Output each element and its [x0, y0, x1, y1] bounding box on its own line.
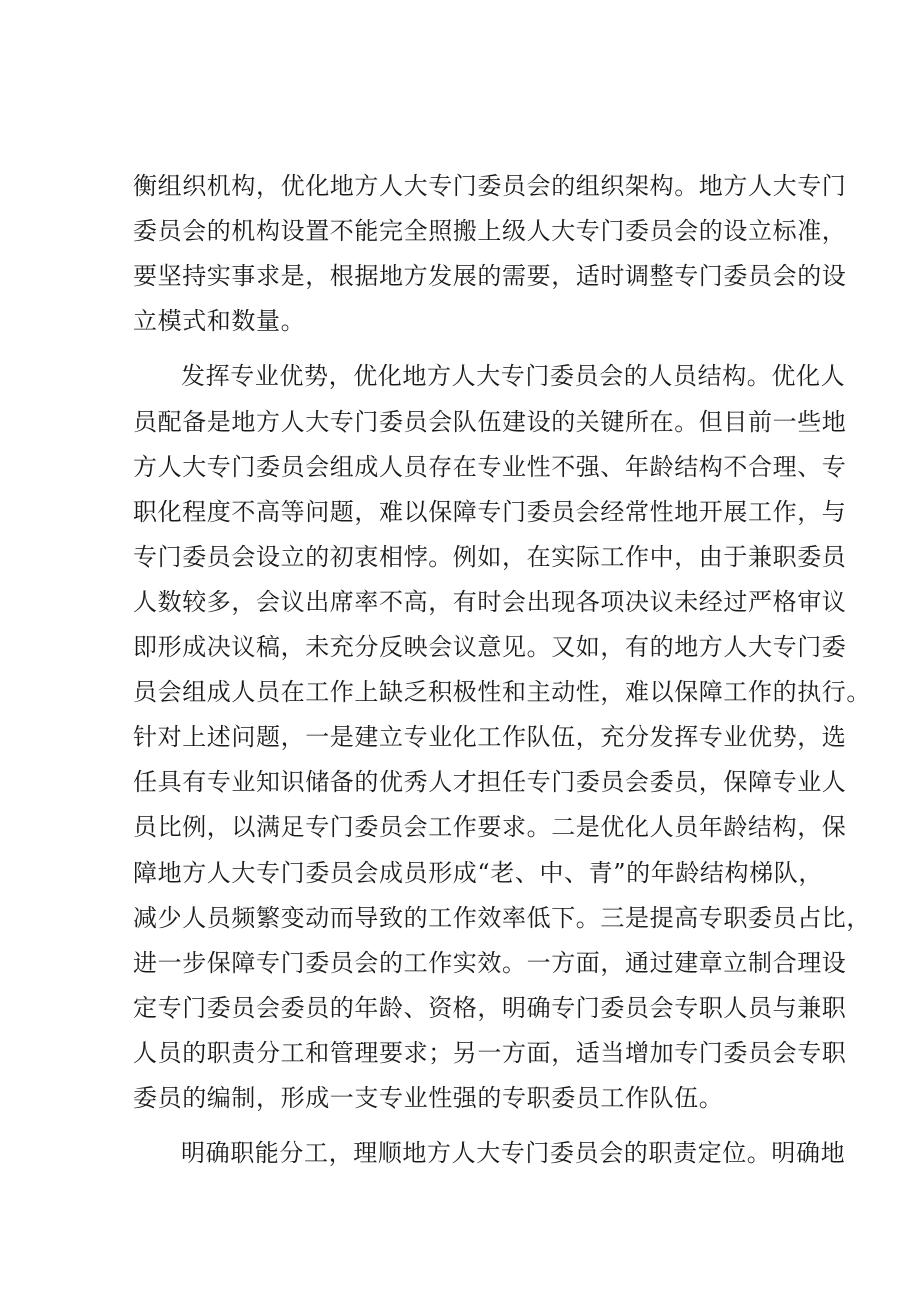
text-line: 职化程度不高等问题，难以保障专门委员会经常性地开展工作，与 — [133, 498, 847, 526]
text-line: 减少人员频繁变动而导致的工作效率低下。三是提高专职委员占比， — [133, 904, 871, 932]
text-line: 员配备是地方人大专门委员会队伍建设的关键所在。但目前一些地 — [133, 408, 847, 436]
text-line: 专门委员会设立的初衷相悖。例如，在实际工作中，由于兼职委员 — [133, 543, 847, 571]
text-line: 立模式和数量。 — [133, 307, 306, 335]
text-line: 员比例，以满足专门委员会工作要求。二是优化人员年龄结构，保 — [133, 813, 847, 841]
text-line: 明确职能分工，理顺地方人大专门委员会的职责定位。明确地 — [181, 1139, 846, 1167]
text-line: 委员会的机构设置不能完全照搬上级人大专门委员会的设立标准， — [133, 217, 847, 245]
text-line: 针对上述问题，一是建立专业化工作队伍，充分发挥专业优势，选 — [133, 723, 847, 751]
text-line: 人数较多，会议出席率不高，有时会出现各项决议未经过严格审议 — [133, 588, 847, 616]
text-line: 要坚持实事求是，根据地方发展的需要，适时调整专门委员会的设 — [133, 262, 847, 290]
text-line: 进一步保障专门委员会的工作实效。一方面，通过建章立制合理设 — [133, 949, 847, 977]
text-line: 障地方人大专门委员会成员形成“老、中、青”的年龄结构梯队， — [133, 859, 823, 887]
text-line: 人员的职责分工和管理要求；另一方面，适当增加专门委员会专职 — [133, 1039, 847, 1067]
text-line: 即形成决议稿，未充分反映会议意见。又如，有的地方人大专门委 — [133, 633, 847, 661]
text-line: 定专门委员会委员的年龄、资格，明确专门委员会专职人员与兼职 — [133, 994, 847, 1022]
text-line: 方人大专门委员会组成人员存在专业性不强、年龄结构不合理、专 — [133, 453, 847, 481]
text-line: 发挥专业优势，优化地方人大专门委员会的人员结构。优化人 — [181, 362, 846, 390]
text-line: 衡组织机构，优化地方人大专门委员会的组织架构。地方人大专门 — [133, 172, 847, 200]
text-line: 委员的编制，形成一支专业性强的专职委员工作队伍。 — [133, 1084, 724, 1112]
text-line: 任具有专业知识储备的优秀人才担任专门委员会委员，保障专业人 — [133, 768, 847, 796]
text-line: 员会组成人员在工作上缺乏积极性和主动性，难以保障工作的执行。 — [133, 678, 871, 706]
